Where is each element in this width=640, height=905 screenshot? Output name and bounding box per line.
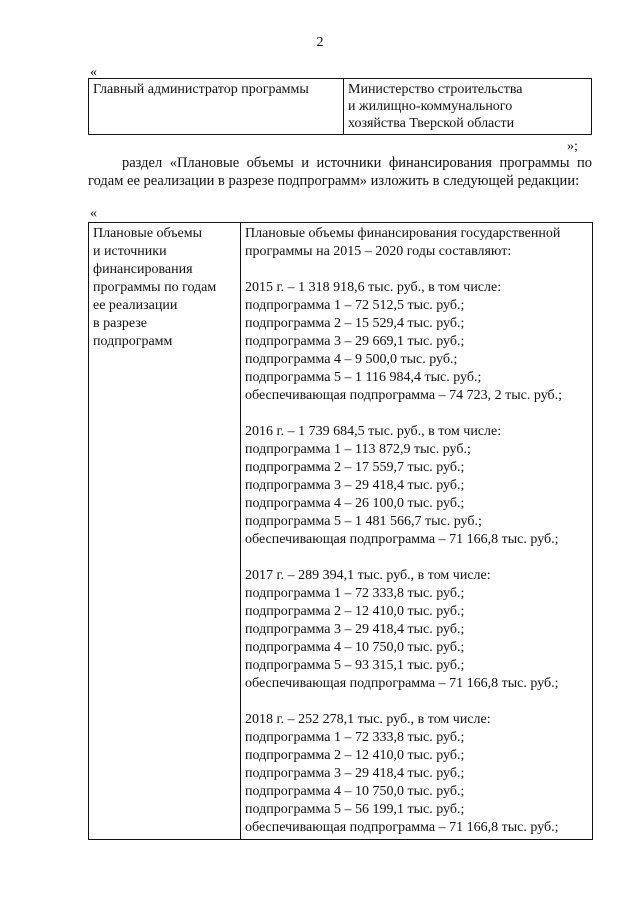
admin-label: Главный администратор программы [89,79,344,135]
admin-value-line: хозяйства Тверской области [348,116,515,131]
subprogram-line: подпрограмма 1 – 72 333,8 тыс. руб.; [245,730,465,745]
subprogram-line: подпрограмма 3 – 29 418,4 тыс. руб.; [245,622,465,637]
subprogram-line: подпрограмма 3 – 29 418,4 тыс. руб.; [245,766,465,781]
open-quote: « [90,65,97,80]
funding-label-line: Плановые объемы [93,226,203,241]
subprogram-line: подпрограмма 5 – 1 116 984,4 тыс. руб.; [245,370,482,385]
funding-label-line: подпрограмм [93,334,173,349]
funding-intro-line: программы на 2015 – 2020 годы составляют: [245,244,512,259]
subprogram-line: подпрограмма 3 – 29 418,4 тыс. руб.; [245,478,465,493]
subprogram-line: подпрограмма 4 – 10 750,0 тыс. руб.; [245,640,465,655]
subprogram-line: подпрограмма 1 – 72 512,5 тыс. руб.; [245,298,465,313]
subprogram-line: подпрограмма 1 – 113 872,9 тыс. руб.; [245,442,471,457]
admin-table [88,78,592,135]
close-quote: »; [567,139,578,154]
subprogram-line: подпрограмма 2 – 12 410,0 тыс. руб.; [245,604,465,619]
subprogram-line: подпрограмма 2 – 17 559,7 тыс. руб.; [245,460,465,475]
subprogram-line: подпрограмма 4 – 9 500,0 тыс. руб.; [245,352,458,367]
subprogram-line: обеспечивающая подпрограмма – 74 723, 2 тыс. руб.; [245,388,563,403]
funding-intro-line: Плановые объемы финансирования государственной [245,226,561,241]
admin-value-line: Министерство строительства [348,82,523,97]
subprogram-line: подпрограмма 4 – 26 100,0 тыс. руб.; [245,496,465,511]
admin-value-line: и жилищно-коммунального [348,99,513,114]
subprogram-line: подпрограмма 5 – 1 481 566,7 тыс. руб.; [245,514,482,529]
subprogram-line: подпрограмма 5 – 56 199,1 тыс. руб.; [245,802,465,817]
year-total-2016: 2016 г. – 1 739 684,5 тыс. руб., в том числе: [245,424,502,439]
section-paragraph-text: раздел «Плановые объемы и источники финансирования программы по годам ее реализации в разрезе подпрограмм» изложить в следующей редакции: [88,155,592,189]
funding-table [88,222,593,840]
page-number: 2 [316,35,324,50]
funding-label-line: ее реализации [93,298,178,313]
funding-value-cell [241,223,593,840]
funding-label-cell [89,223,241,840]
section-paragraph [88,154,592,190]
subprogram-line: подпрограмма 4 – 10 750,0 тыс. руб.; [245,784,465,799]
admin-value [344,79,592,135]
subprogram-line: обеспечивающая подпрограмма – 71 166,8 тыс. руб.; [245,676,559,691]
funding-label-line: программы по годам [93,280,217,295]
year-total-2015: 2015 г. – 1 318 918,6 тыс. руб., в том числе: [245,280,502,295]
year-total-2017: 2017 г. – 289 394,1 тыс. руб., в том числе: [245,568,491,583]
open-quote-2: « [90,206,97,221]
funding-label-line: финансирования [93,262,193,277]
subprogram-line: подпрограмма 2 – 12 410,0 тыс. руб.; [245,748,465,763]
subprogram-line: подпрограмма 5 – 93 315,1 тыс. руб.; [245,658,465,673]
subprogram-line: подпрограмма 3 – 29 669,1 тыс. руб.; [245,334,465,349]
subprogram-line: подпрограмма 1 – 72 333,8 тыс. руб.; [245,586,465,601]
subprogram-line: обеспечивающая подпрограмма – 71 166,8 тыс. руб.; [245,820,559,835]
subprogram-line: обеспечивающая подпрограмма – 71 166,8 тыс. руб.; [245,532,559,547]
year-total-2018: 2018 г. – 252 278,1 тыс. руб., в том числе: [245,712,491,727]
funding-label-line: и источники [93,244,167,259]
funding-label-line: в разрезе [93,316,147,331]
subprogram-line: подпрограмма 2 – 15 529,4 тыс. руб.; [245,316,465,331]
